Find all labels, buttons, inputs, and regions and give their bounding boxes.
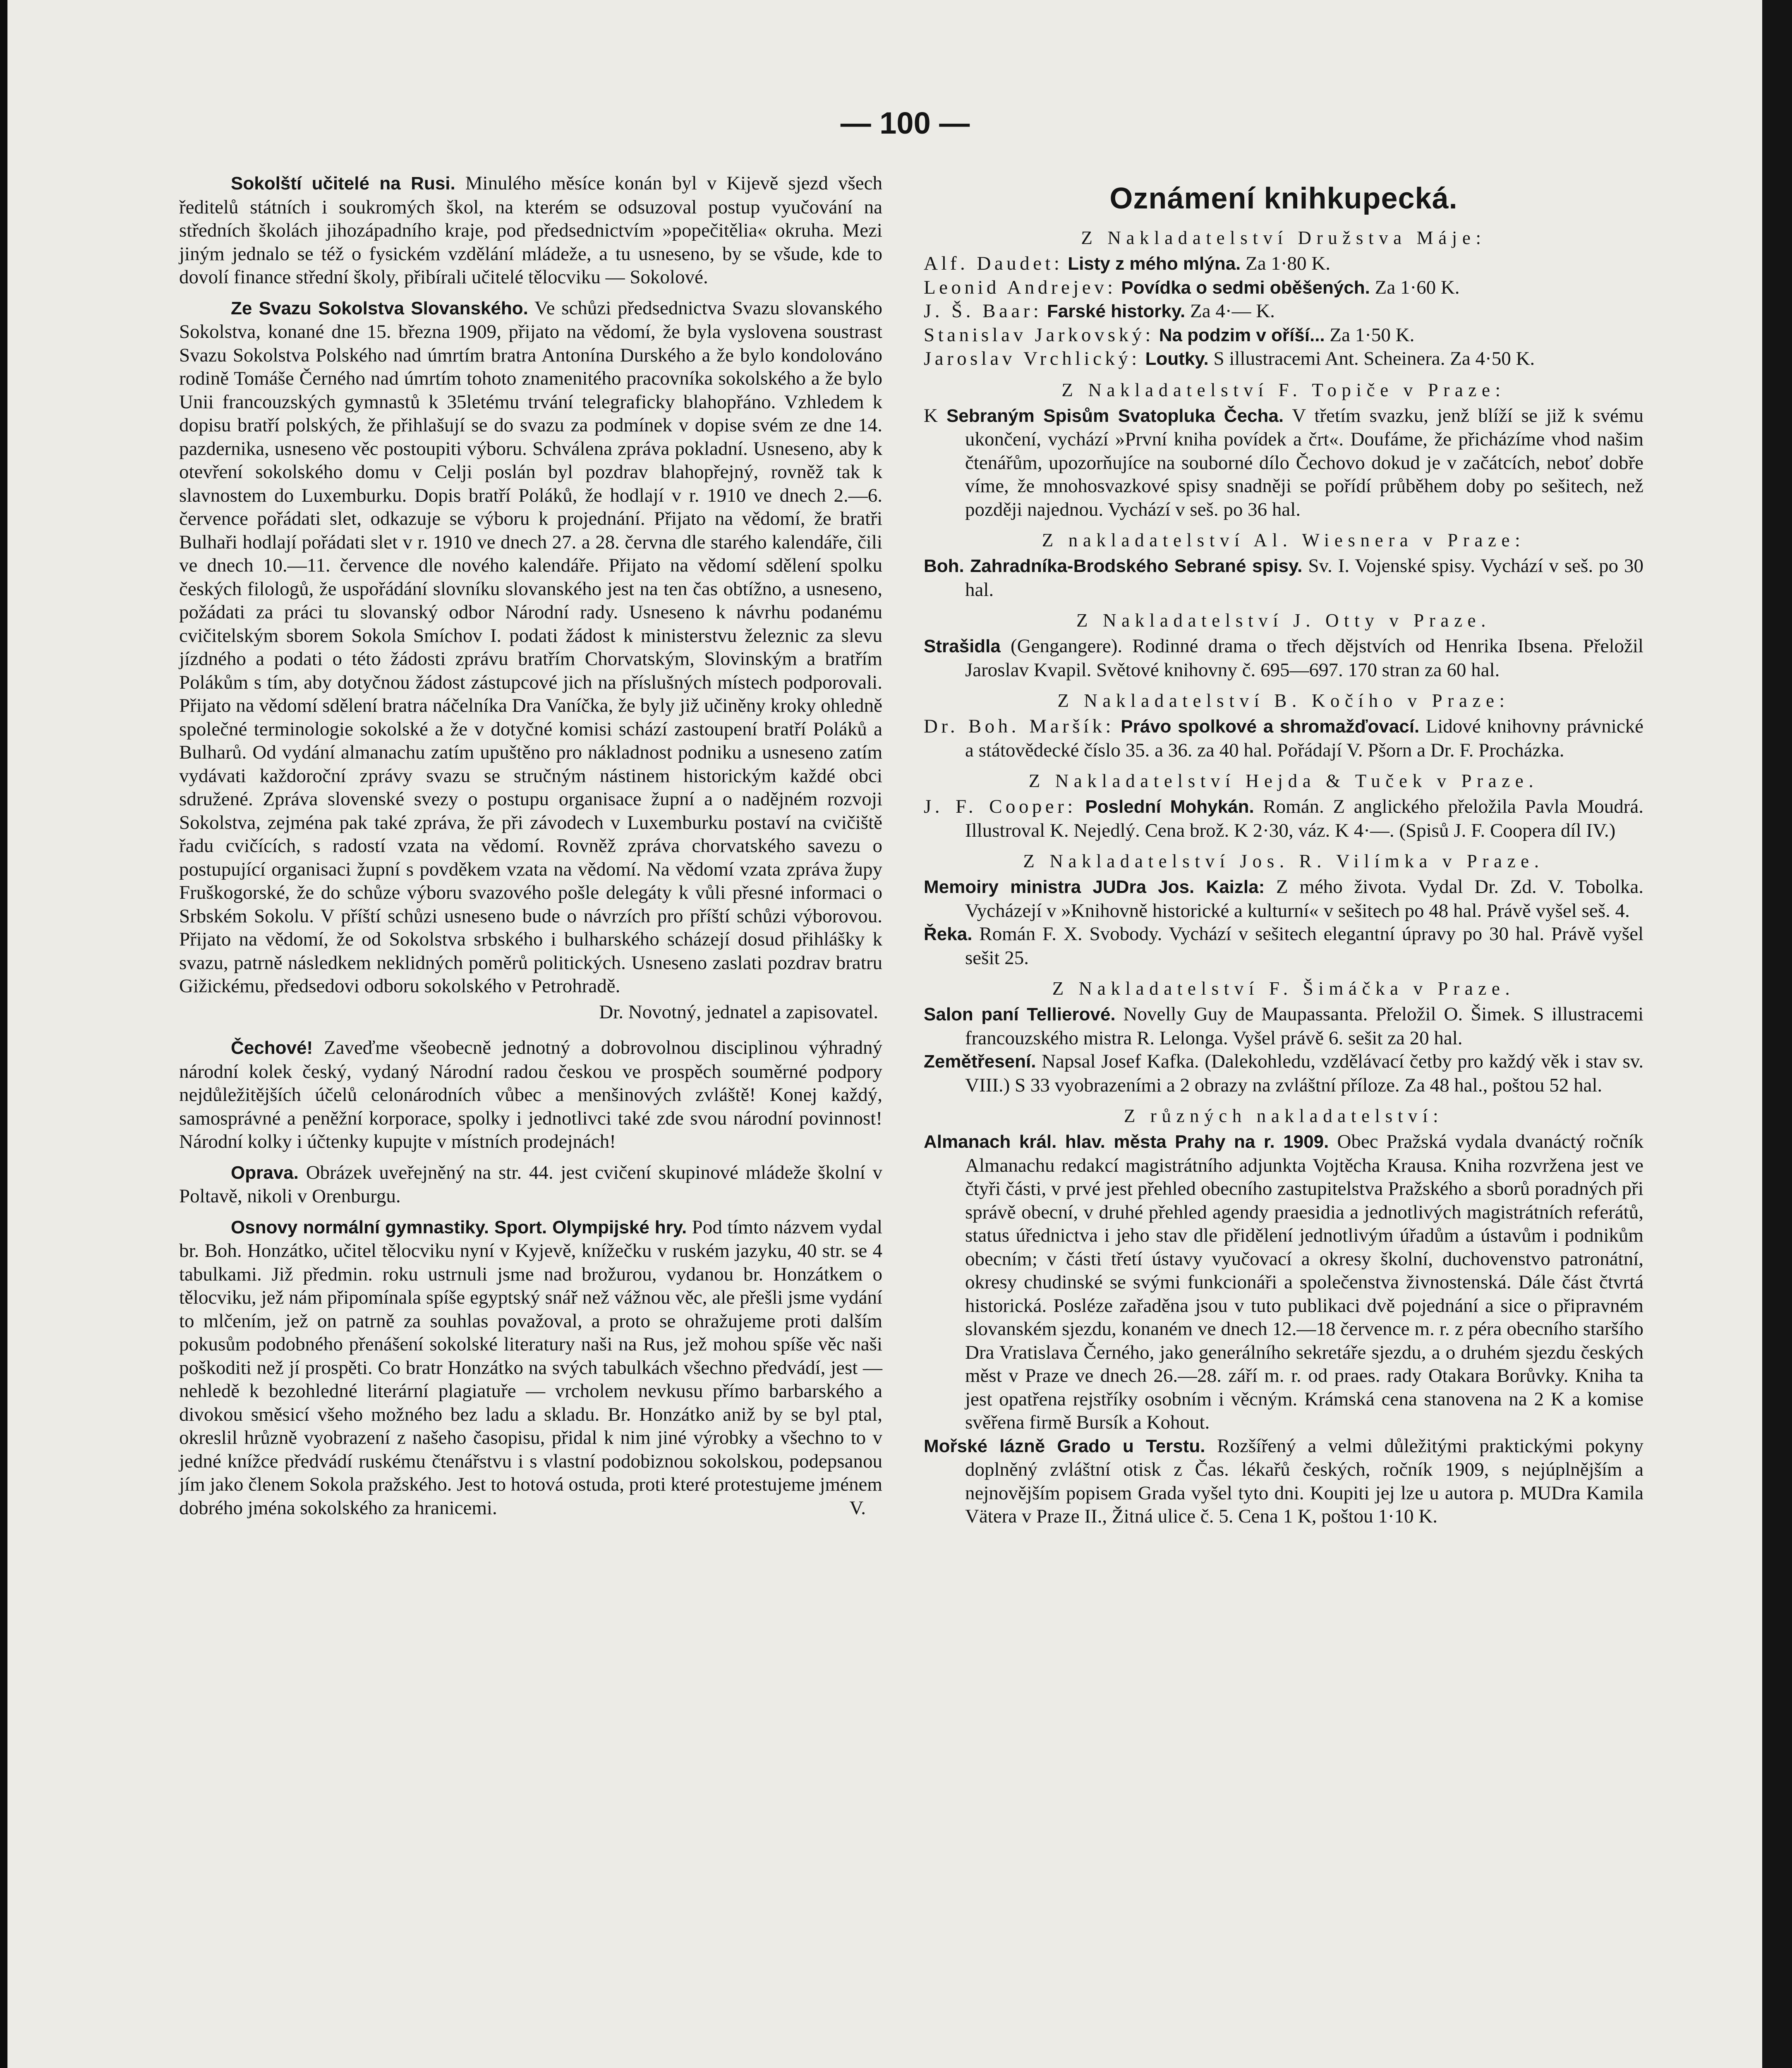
book-title: Listy z mého mlýna. [1068, 254, 1241, 274]
book-title: Povídka o sedmi oběšených. [1121, 277, 1370, 298]
article-body: Ve schůzi předsednictva Svazu slovanského Sokolstva, konané dne 15. března 1909, přijato na vědomí, že byla vyslovena soustrast Svazu Sokolstva Polského nad úmrtím bratra Antonína Durského a že bylo kondolováno rodině Tomáše Černého nad úmrtím tohoto znamenitého pracovníka sokolského a že bylo Unii francouzských gymnastů k 35letému trvání telegraficky blahopřáno. Vzhledem k dopisu bratří polských, že přihlašují se do svazu za podmínek v dopise svém ze dne 14. pazdernika, usneseno věc postoupiti výboru. Schválena zpráva pokladní. Usneseno, aby k otevření sokolského domu v Celji poslán byl pozdrav blahopřejný, rovněž tak k slavnostem do Luxemburku. Dopis bratří Poláků, že hodlají v r. 1910 ve dnech 2.—6. července pořádati slet, odkazuje se výboru k projednání. Přijato na vědomí, že bratři Bulhaři hodlají pořádati slet v r. 1910 ve dnech 27. a 28. června dle starého kalendáře, čili ve dnech 10.—11. července dle nového kalendáře. Přijato na vědomí sdělení spolku českých filologů, že uspořádání slovníku slovanského jest na ten čas obtížno, a usneseno, požádati za práci tu slovanský odbor Národní rady. Usneseno k návrhu podanému cvičitelským sborem Sokola Smíchov I. podati žádost k ministerstvu železnic za slevu jízdného a podati o této žádosti zprávu bratřím Chorvatským, Slovinským a bratřím Polákům s tím, aby dotyčnou žádost zástupcové jich na příslušných místech podporovali. Přijato na vědomí sdělení bratra náčelníka Dra Vaníčka, že byly již učiněny kroky ohledně společné terminologie sokolské a že v dotyčné komisi schází zastoupení bratří Poláků a Bulharů. Od vydání almanachu zatím upuštěno pro nákladnost podniku a usneseno zatím vydávati každoroční zprávy svazu se stručným nástinem historickým každé obci sdružené. Zpráva slovenské svezy o postupu organisace župní a o nadějném rozvoji Sokolstva, zejména pak také zpráva, že při závodech v Luxemburku postaví na cvičiště řadu cvičících, s radostí vzata na vědomí. Rovněž zpráva chorvatského savezu o postupující organisaci župní s povděkem vzata na vědomí. Na vědomí vzata zpráva župy Fruškogorské, že do schůze výboru svazového pošle delegáty k vůli přesné informaci o Srbském Sokolu. V příští schůzi usneseno bude o návrzích pro příští schůzi výborovou. Přijato na vědomí, že od Sokolstva srbského i bulharského scházejí dosud přihlášky k svazu, patrně následkem neklidných poměrů politických. Usneseno zaslati pozdrav bratru Gižickému, předsedovi odboru sokolského v Petrohradě. [179, 297, 882, 997]
book-entry [924, 554, 1643, 601]
article-body: Minulého měsíce konán byl v Kijevě sjezd všech ředitelů státních i soukromých škol, na kterém se odsuzoval postup vyučování na středních školách jihozápadního kraje, pod předsednictvím »popečitělia« okruha. Mezi jiným jednalo se též o fysickém vzdělání mládeže, a tu usneseno, by se všude, kde to dovolí finance střední školy, přibírali učitelé tělocviku — Sokolové. [179, 172, 882, 288]
book-details: Z mého života. Vydal Dr. Zd. V. Tobolka. Vycházejí v »Knihovně historické a kulturní« v sešitech po 48 hal. Právě vyšel seš. 4. [965, 876, 1643, 922]
book-entry [924, 299, 1643, 323]
book-author: J. Š. Baar: [924, 300, 1042, 322]
book-entry [924, 1434, 1643, 1528]
book-details: Román. Z anglického přeložila Pavla Moudrá. Illustroval K. Nejedlý. Cena brož. K 2·30, váz. K 4·—. (Spisů J. F. Coopera díl IV.) [965, 796, 1644, 841]
book-title: Poslední Mohykán. [1085, 797, 1254, 817]
book-entry [924, 1050, 1643, 1097]
article-title: Osnovy normální gymnastiky. Sport. Olympijské hry. [231, 1217, 687, 1237]
book-title: Loutky. [1145, 349, 1209, 369]
article-gymnastics-review [179, 1216, 882, 1520]
left-column [179, 172, 882, 1527]
book-author: Alf. Daudet: [924, 253, 1063, 274]
book-details: V třetím svazku, jenž blíží se již k svému ukončení, vychází »První kniha povídek a črt«. Doufáme, že přicházíme vhod našim čtenářům, upozorňujíce na souborné dílo Čechovo dokud je v začátcích, neboť dobře víme, že mnohosvazkové spisy snadněji se pořídí průběhem doby po sešitech, než později najednou. Vychází v seš. po 36 hal. [965, 405, 1643, 520]
book-author: Leonid Andrejev: [924, 276, 1116, 298]
publisher-heading: Z Nakladatelství Hejda & Tuček v Praze. [1028, 771, 1539, 791]
book-entry [924, 875, 1643, 922]
article-body: Obrázek uveřejněný na str. 44. jest cvičení skupinové mládeže školní v Poltavě, nikoli v Orenburgu. [179, 1161, 882, 1207]
book-entry [924, 404, 1643, 522]
book-details: Obec Pražská vydala dvanáctý ročník Almanachu redakcí magistrátního adjunkta Vojtěcha Krausa. Kniha rozvržena jest ve čtyři části, v prvé jest přehled obecního zastupitelstva Pražského a sborů poradných při správě obecní, v druhé přehled agendy praesidia a jednotlivých magistrátních referátů, status úřednictva i jeho stav dle přidělení jednotlivým úřadům a ústavům i podnikům obecním; v části třetí ústavy vyučovací a okresy školní, duchovenstvo patronátní, okresy chudinské se svými funkcionáři a společenstva živnostenská. Dále část čtvrtá historická. Posléze zařaděna jsou v tuto publikaci dvě pojednání a sice o připravném slovanském sjezdu, konaném ve dnech 12.—18 července m. r. z péra obecního staršího Dra Vratislava Černého, jako generálního sekretáře sjezdu, a o druhém sjezdu českých měst v Praze ve dnech 26.—28. září m. r. od praes. rady Otakara Borůvky. Kniha ta jest opatřena rejstříky osobním i věcným. Krámská cena stanovena na 2 K a komise svěřena firmě Bursík a Kohout. [965, 1131, 1644, 1433]
book-title: Almanach král. hlav. města Prahy na r. 1909. [924, 1132, 1329, 1152]
book-details: (Gengangere). Rodinné drama o třech dějstvích od Henrika Ibsena. Přeložil Jaroslav Kvapil. Světové knihovny č. 695—697. 170 stran za 60 hal. [965, 635, 1643, 681]
book-author: Dr. Boh. Maršík: [924, 716, 1114, 737]
right-column [924, 172, 1643, 1528]
book-title: Sebraným Spisům Svatopluka Čecha. [946, 405, 1284, 426]
book-title: Zemětřesení. [924, 1051, 1036, 1072]
article-body: Zaveďme všeobecně jednotný a dobrovolnou disciplinou výhradný národní kolek český, vydaný Národní radou českou ve prospěch souměrné podpory nejdůležitějších účelů celonárodních vůbec a menšinových zvláště! Konej každý, samosprávné a peněžní korporace, spolky i jednotlivci také zde svou národní povinnost! Národní kolky i účtenky kupujte v místních prodejnách! [179, 1037, 883, 1152]
publisher-heading: Z nakladatelství Al. Wiesnera v Praze: [1042, 530, 1526, 551]
bookseller-announcements-title: Oznámení knihkupecká. [1109, 182, 1458, 215]
publisher-heading: Z Nakladatelství Jos. R. Vilímka v Praze. [1023, 851, 1544, 871]
book-author: J. F. Cooper: [924, 796, 1076, 817]
book-entry [924, 795, 1643, 842]
article-body: Pod tímto názvem vydal br. Boh. Honzátko, učitel tělocviku nyní v Kyjevě, knížečku v ruském jazyku, 40 str. se 4 tabulkami. Již předmin. roku ustrnuli jsme nad brožurou, vydanou br. Honzátkem o tělocviku, jež nám připomínala spíše egyptský snář než vážnou věc, ale přešli jsme vydání to mlčením, jež on patrně za souhlas považoval, a proto se ohražujeme proti dalším pokusům podobného přenášení sokolské literatury naši na Rus, jež mohou spíše věc naši poškoditi než jí prospěti. Co bratr Honzátko na svých tabulkách všechno předvádí, jest — nehledě k bezohledné literární plagiatuře — vrcholem nevkusu přímo barbarského a divokou směsicí všeho možného bez ladu a skladu. Br. Honzátko aniž by se byl ptal, okreslil hrůzně vyobrazení z našeho časopisu, přidal k nim jiné výrobky a všechno to v jedné knížce předvádí ruskému čtenářstvu i s vlastní podobiznou sokolskou, podepsanou jím jako členem Sokola pražského. Jest to hotová ostuda, proti které protestujeme jménem dobrého jména sokolského za hranicemi. [179, 1216, 883, 1519]
book-details: Lidové knihovny právnické a státovědecké číslo 35. a 36. za 40 hal. Pořádají V. Pšorn a Dr. F. Procházka. [965, 716, 1644, 761]
book-details: Za 1·50 K. [1330, 324, 1415, 346]
publisher-heading: Z Nakladatelství J. Otty v Praze. [1076, 610, 1491, 631]
book-entry [924, 252, 1643, 276]
book-title: Mořské lázně Grado u Terstu. [924, 1436, 1205, 1456]
signature-text: Dr. Novotný, jednatel a zapisovatel. [599, 1001, 878, 1023]
article-title: Sokolští učitelé na Rusi. [231, 173, 455, 194]
book-title: Memoiry ministra JUDra Jos. Kaizla: [924, 877, 1265, 897]
book-details: S illustracemi Ant. Scheinera. Za 4·50 K. [1213, 348, 1535, 369]
publisher-heading: Z Nakladatelství F. Topiče v Praze: [1061, 379, 1506, 400]
book-entry [924, 715, 1643, 762]
scanned-page [7, 0, 1762, 2068]
article-signature [179, 1000, 882, 1024]
book-entry [924, 1130, 1643, 1434]
book-details: Rozšířený a velmi důležitými praktickými pokyny doplněný zvláštní otisk z Čas. lékařů českých, ročník 1909, s nejúplnějším a nejnovějším popisem Grada vyšel tyto dni. Koupiti jej lze u autora p. MUDra Kamila Vätera v Praze II., Žitná ulice č. 5. Cena 1 K, poštou 1·10 K. [965, 1435, 1643, 1527]
book-details: Novelly Guy de Maupassanta. Přeložil O. Šimek. S illustracemi francouzského mistra R. Lelonga. Vyšel právě 6. sešit za 20 hal. [965, 1003, 1644, 1049]
book-details: Napsal Josef Kafka. (Dalekohledu, vzdělávací četby pro každý věk i stav sv. VIII.) S 33 vyobrazeními a 2 obrazy na zvláštní příloze. Za 48 hal., poštou 52 hal. [965, 1051, 1644, 1096]
book-title: Řeka. [924, 924, 973, 944]
book-title: Právo spolkové a shromažďovací. [1121, 716, 1420, 737]
publisher-heading: Z různých nakladatelství: [1124, 1106, 1444, 1126]
book-title: Farské historky. [1047, 301, 1186, 321]
article-slavic-sokol-union [179, 297, 882, 998]
book-entry [924, 276, 1643, 300]
scan-border-right [1762, 0, 1792, 2068]
article-signature: V. [849, 1497, 866, 1519]
page-number: — 100 — [840, 106, 970, 140]
publisher-heading: Z Nakladatelství B. Kočího v Praze: [1057, 690, 1510, 711]
publisher-heading: Z Nakladatelství F. Šimáčka v Praze. [1052, 978, 1515, 999]
book-author: Stanislav Jarkovský: [924, 324, 1154, 346]
book-entry [924, 347, 1643, 371]
book-details: Sv. I. Vojenské spisy. Vychází v seš. po 30 hal. [965, 555, 1643, 601]
article-title: Ze Svazu Sokolstva Slovanského. [231, 298, 528, 318]
article-czech-appeal [179, 1036, 882, 1154]
book-details: Za 1·60 K. [1375, 276, 1460, 298]
book-title: Boh. Zahradníka-Brodského Sebrané spisy. [924, 556, 1303, 576]
book-entry [924, 1003, 1643, 1050]
publisher-heading: Z Nakladatelství Družstva Máje: [1081, 227, 1486, 248]
article-sokol-teachers [179, 172, 882, 289]
book-title: Strašidla [924, 636, 1001, 656]
book-details: Román F. X. Svobody. Vychází v sešitech elegantní úpravy po 30 hal. Právě vyšel sešit 25. [965, 923, 1643, 969]
book-title: Na podzim v oříší... [1159, 325, 1325, 345]
article-title: Čechové! [231, 1038, 313, 1058]
book-title: Salon paní Tellierové. [924, 1004, 1116, 1024]
article-title: Oprava. [231, 1162, 299, 1183]
book-entry [924, 323, 1643, 347]
book-entry [924, 634, 1643, 682]
book-author: Jaroslav Vrchlický: [924, 348, 1140, 369]
book-entry [924, 922, 1643, 969]
article-correction [179, 1161, 882, 1208]
book-details: Za 4·— K. [1190, 300, 1275, 322]
book-details: Za 1·80 K. [1246, 253, 1330, 274]
book-lead: K [924, 405, 938, 426]
